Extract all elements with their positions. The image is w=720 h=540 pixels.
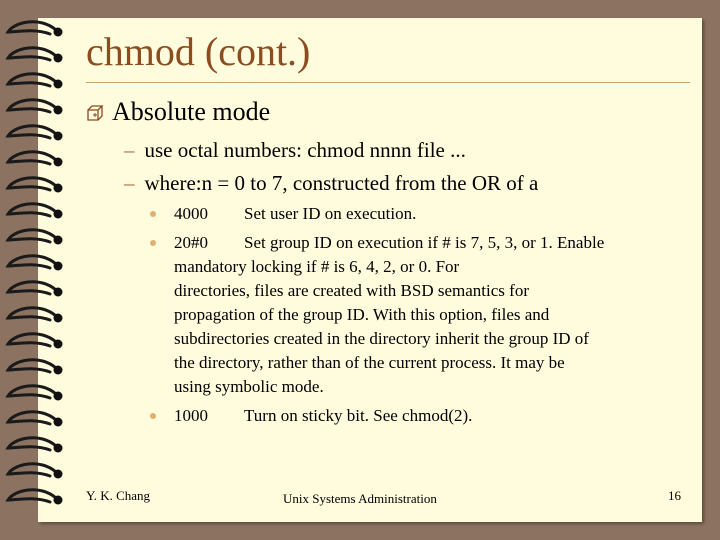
footer-author: Y. K. Chang (86, 488, 151, 503)
binding-hole (54, 392, 63, 401)
spiral-coil (8, 308, 56, 320)
mode-code: 20#0 (174, 233, 208, 252)
dash-bullet: – (124, 171, 135, 195)
description-line: subdirectories created in the directory inherit the group ID of (174, 329, 589, 348)
level2-item (124, 138, 466, 163)
spiral-coil (8, 334, 56, 346)
spiral-coil (8, 386, 56, 398)
binding-hole (54, 470, 63, 479)
binding-hole (54, 132, 63, 141)
binding-hole (54, 80, 63, 89)
binding-hole (54, 106, 63, 115)
spiral-coil (8, 256, 56, 268)
level1-text: Absolute mode (112, 97, 271, 126)
bullet-dot (150, 211, 156, 217)
level1-item (86, 97, 270, 127)
binding-hole (54, 418, 63, 427)
mode-code: 1000 (174, 406, 208, 425)
binding-hole (54, 314, 63, 323)
spiral-coil (8, 204, 56, 216)
binding-hole (54, 210, 63, 219)
level2-text: where:n = 0 to 7, constructed from the OR of a (144, 171, 539, 195)
binding-hole (54, 28, 63, 37)
footer-course: Unix Systems Administration (283, 491, 437, 506)
dash-bullet: – (124, 138, 135, 162)
binding-hole (54, 496, 63, 505)
spiral-coil (8, 74, 56, 86)
binding-hole (54, 444, 63, 453)
spiral-coil (8, 126, 56, 138)
spiral-coil (8, 100, 56, 112)
binding-hole (54, 288, 63, 297)
spiral-coil (8, 178, 56, 190)
title-divider (86, 82, 690, 83)
open-box-icon (86, 104, 104, 122)
spiral-coil (8, 360, 56, 372)
page-number: 16 (668, 488, 681, 503)
spiral-coil (8, 464, 56, 476)
description-line: using symbolic mode. (174, 377, 324, 396)
spiral-coil (8, 152, 56, 164)
spiral-coil (8, 412, 56, 424)
level2-item (124, 171, 538, 196)
spiral-coil (8, 230, 56, 242)
mode-description: Turn on sticky bit. See chmod(2). (244, 406, 473, 425)
binding-hole (54, 262, 63, 271)
spiral-coil (8, 282, 56, 294)
spiral-coil (8, 490, 56, 502)
description-line: the directory, rather than of the current process. It may be (174, 353, 565, 372)
description-line: mandatory locking if # is 6, 4, 2, or 0. For (174, 257, 460, 276)
mode-code: 4000 (174, 204, 208, 223)
bullet-dot (150, 413, 156, 419)
spiral-coil (8, 438, 56, 450)
mode-description: Set user ID on execution. (244, 204, 417, 223)
slide-title: chmod (cont.) (86, 29, 311, 74)
binding-hole (54, 340, 63, 349)
spiral-binding-icon (0, 0, 80, 540)
spiral-coil (8, 22, 56, 34)
description-line: propagation of the group ID. With this option, files and (174, 305, 550, 324)
binding-hole (54, 184, 63, 193)
mode-description: Set group ID on execution if # is 7, 5, 3, or 1. Enable (244, 233, 605, 252)
bullet-dot (150, 240, 156, 246)
binding-hole (54, 54, 63, 63)
spiral-coil (8, 48, 56, 60)
binding-hole (54, 158, 63, 167)
description-line: directories, files are created with BSD semantics for (174, 281, 529, 300)
level2-text: use octal numbers: chmod nnnn file ... (144, 138, 466, 162)
binding-hole (54, 366, 63, 375)
binding-hole (54, 236, 63, 245)
